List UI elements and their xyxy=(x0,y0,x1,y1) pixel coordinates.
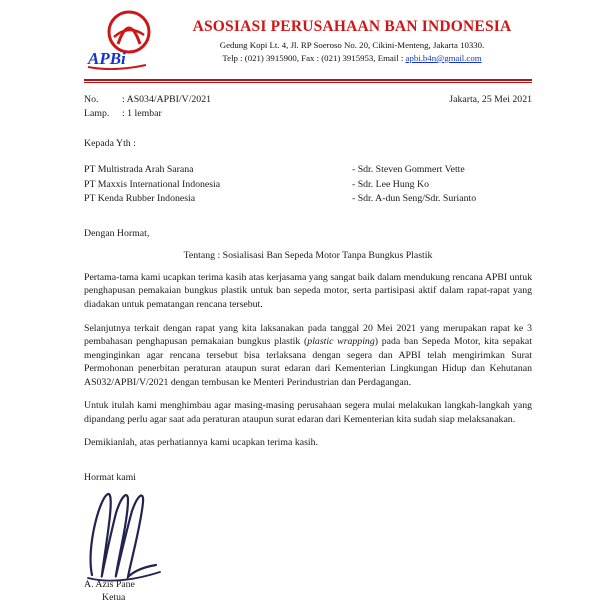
paragraph-2-end: ) pada ban Sepeda Motor, kita sepakat menginginkan agar rencana tersebut bisa terlaksana dengan segera dan APBI telah mengirimkan Surat Permohonan penerbitan peraturan ataupun surat edaran dari Kementerian Lingkungan Hidup dan Kehutanan AS032/APBI/V/2021 dengan tembusan ke Menteri Perindustrian dan Perdagangan. xyxy=(84,336,532,388)
recipient-company: PT Kenda Rubber Indonesia xyxy=(84,193,196,205)
signature-icon xyxy=(76,485,206,585)
recipient-person: - Sdr. Lee Hung Ko xyxy=(352,178,430,190)
paragraph-2 xyxy=(84,322,532,390)
paragraph-2-italic: plastic wrapping xyxy=(307,336,375,348)
letterhead-text xyxy=(172,18,532,65)
paragraph-4: Demikianlah, atas perhatiannya kami ucapkan terima kasih. xyxy=(84,437,318,449)
recipient-person: - Sdr. A-dun Seng/Sdr. Surianto xyxy=(352,193,477,205)
logo-text: APBi xyxy=(88,49,126,68)
city-date: Jakarta, 25 Mei 2021 xyxy=(449,94,532,105)
number-label: No. xyxy=(84,94,99,105)
email-link[interactable]: apbi.b4n@gmail.com xyxy=(405,53,482,63)
attachment-value: : 1 lembar xyxy=(122,107,162,119)
header-divider xyxy=(84,79,532,83)
signer-name: A. Azis Pane xyxy=(84,578,135,590)
meta-attachment-row xyxy=(84,107,532,121)
letter-meta xyxy=(84,93,532,120)
recipient-list xyxy=(84,163,532,206)
apbi-logo xyxy=(84,8,160,75)
subject-line: Tentang : Sosialisasi Ban Sepeda Motor Tanpa Bungkus Plastik xyxy=(183,249,433,261)
org-contact xyxy=(172,52,532,65)
org-name: ASOSIASI PERUSAHAAN BAN INDONESIA xyxy=(192,17,512,35)
signer-title: Ketua xyxy=(102,591,126,603)
number-value: : AS034/APBI/V/2021 xyxy=(122,94,212,105)
contact-text: Telp : (021) 3915900, Fax : (021) 3915953, Email : xyxy=(222,53,406,63)
org-address: Gedung Kopi Lt. 4, Jl. RP Soeroso No. 20, Cikini-Menteng, Jakarta 10330. xyxy=(219,39,485,50)
attachment-label: Lamp. xyxy=(84,107,110,119)
paragraph-1: Pertama-tama kami ucapkan terima kasih atas kerjasama yang sangat baik dalam mendukung rencana APBI untuk penghapusan pemakaian bungkus plastik untuk ban sepeda motor, serta partisipasi aktif dalam rapat-rapat yang diadakan untuk pematangan rencana tersebut. xyxy=(84,271,532,310)
paragraph-2-start: Selanjutnya terkait dengan rapat yang kita laksanakan pada tanggal 20 Mei 2021 yang merupakan rapat ke 3 pembahasan penghapusan pemakaian bungkus plastik ( xyxy=(84,322,532,348)
recipient-person: - Sdr. Steven Gommert Vette xyxy=(352,164,465,176)
salutation: Kepada Yth : xyxy=(84,138,136,150)
apbi-logo-icon xyxy=(84,8,160,70)
closing-phrase: Hormat kami xyxy=(84,471,136,483)
recipient-company: PT Maxxis International Indonesia xyxy=(84,178,221,190)
signature-block xyxy=(84,483,532,579)
opening-greeting: Dengan Hormat, xyxy=(84,227,150,239)
recipient-company: PT Multistrada Arah Sarana xyxy=(84,164,194,176)
paragraph-3: Untuk itulah kami menghimbau agar masing-masing perusahaan segera mulai melakukan langkah-langkah yang dipandang perlu agar saat ada peraturan ataupun surat edaran dari Kementerian kita sudah siap melaksanakan. xyxy=(84,400,532,425)
letterhead xyxy=(84,8,532,75)
